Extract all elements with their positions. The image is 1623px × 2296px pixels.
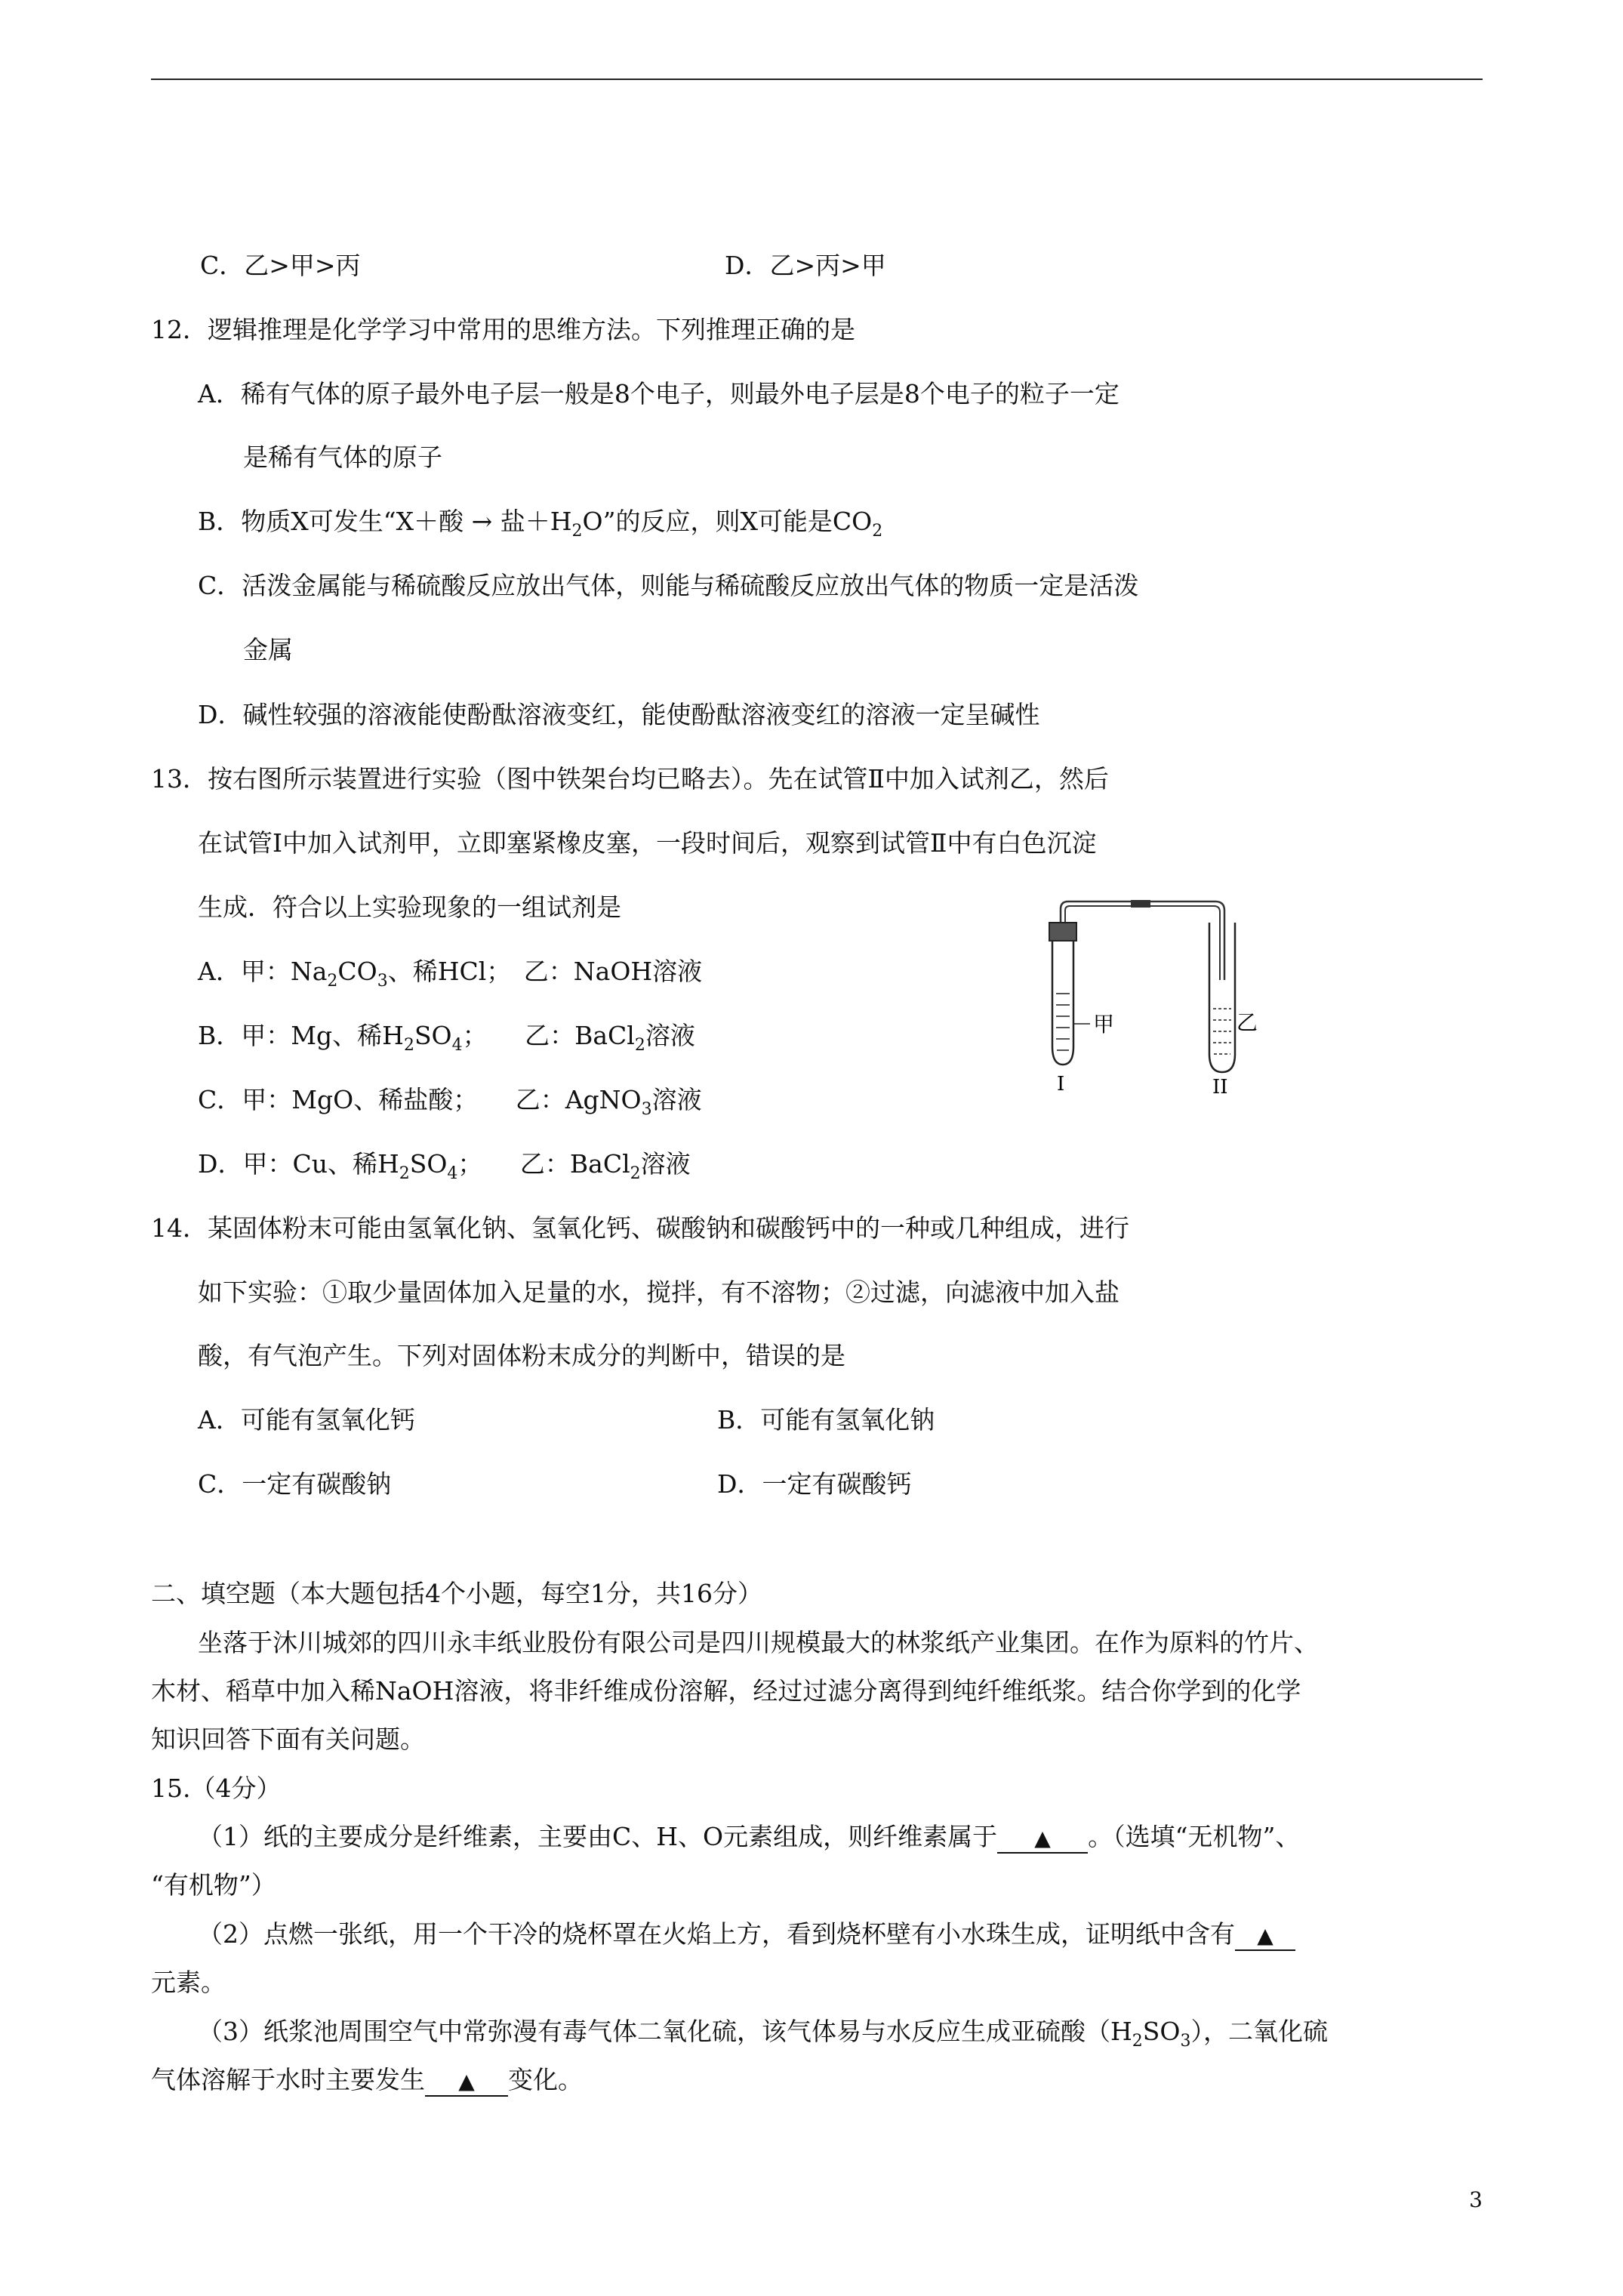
q15-part2-line2: 元素。 xyxy=(151,1968,226,1997)
q13-b-text1: B．甲：Mg、稀H xyxy=(198,1021,404,1050)
q11-option-c: C．乙>甲>丙 xyxy=(200,251,361,280)
connecting-tube xyxy=(1061,901,1224,980)
label-tube-2: II xyxy=(1212,1076,1228,1099)
q13-a-text2: CO xyxy=(337,957,377,986)
q13-d-sub1: 2 xyxy=(399,1164,410,1183)
q13-stem-line1: 13．按右图所示装置进行实验（图中铁架台均已略去）。先在试管Ⅱ中加入试剂乙，然后 xyxy=(151,764,1109,794)
q13-a-text1: A．甲：Na xyxy=(198,957,328,986)
q15-p3-text3: ），二氧化硫 xyxy=(1190,2017,1328,2046)
q13-c-text1: C．甲：MgO、稀盐酸； 乙：AgNO xyxy=(198,1085,642,1114)
q12-option-d: D．碱性较强的溶液能使酚酞溶液变红，能使酚酞溶液变红的溶液一定呈碱性 xyxy=(198,700,1040,729)
q13-option-b xyxy=(198,1021,695,1061)
q15-p3-text2: SO xyxy=(1142,2017,1181,2046)
q14-stem-line2: 如下实验：①取少量固体加入足量的水，搅拌，有不溶物；②过滤，向滤液中加入盐 xyxy=(198,1277,1119,1307)
q15-p1-text: （1）纸的主要成分是纤维素，主要由C、H、O元素组成，则纤维素属于 xyxy=(198,1822,998,1851)
test-tube-1 xyxy=(1052,941,1073,1065)
rubber-joint xyxy=(1131,900,1150,908)
q15-answer-blank-1[interactable]: ▲ xyxy=(997,1825,1088,1854)
q15-heading: 15.（4分） xyxy=(151,1774,282,1803)
q13-stem-line3: 生成．符合以上实验现象的一组试剂是 xyxy=(198,892,621,922)
q14-option-a: A．可能有氢氧化钙 xyxy=(198,1405,415,1435)
q13-a-sub1: 2 xyxy=(327,972,338,991)
q13-d-text1: D．甲：Cu、稀H xyxy=(198,1149,399,1179)
q12-option-a-line1: A．稀有气体的原子最外电子层一般是8个电子，则最外电子层是8个电子的粒子一定 xyxy=(198,379,1119,408)
q15-part1 xyxy=(198,1822,1300,1854)
q15-p3-sub1: 2 xyxy=(1132,2032,1143,2051)
label-jia: 甲 xyxy=(1093,1012,1115,1037)
q12-option-c-line2: 金属 xyxy=(243,635,293,664)
q15-part1-line2: “有机物”） xyxy=(151,1870,276,1900)
q12-b-sub2: 2 xyxy=(872,522,883,541)
q12-stem: 12．逻辑推理是化学学习中常用的思维方法。下列推理正确的是 xyxy=(151,315,855,344)
q13-d-text2: SO xyxy=(409,1149,448,1179)
q14-option-d: D．一定有碳酸钙 xyxy=(717,1469,912,1499)
label-yi: 乙 xyxy=(1236,1010,1258,1035)
section2-intro-line2: 木材、稻草中加入稀NaOH溶液，将非纤维成份溶解，经过过滤分离得到纯纤维纸浆。结合你学到的化学 xyxy=(151,1676,1301,1706)
test-tube-apparatus-figure xyxy=(1034,895,1258,1099)
q13-a-sub2: 3 xyxy=(377,972,388,991)
q13-d-text3: ； 乙：BaCl xyxy=(457,1149,630,1179)
q12-b-text2: O”的反应，则X可能是CO xyxy=(582,507,873,536)
q12-option-a-line2: 是稀有气体的原子 xyxy=(243,442,442,472)
q14-stem-line3: 酸，有气泡产生。下列对固体粉末成分的判断中，错误的是 xyxy=(198,1341,845,1370)
q13-b-sub1: 2 xyxy=(403,1036,414,1055)
q12-b-sub1: 2 xyxy=(571,522,583,541)
q15-p1-text-after: 。（选填“无机物”、 xyxy=(1088,1822,1301,1851)
connecting-tube-inner xyxy=(1065,906,1220,980)
q15-answer-blank-2[interactable]: ▲ xyxy=(1235,1922,1295,1951)
q12-b-text1: B．物质X可发生“X＋酸 → 盐＋H xyxy=(198,507,572,536)
page-number: 3 xyxy=(1469,2187,1483,2212)
q15-p3-sub2: 3 xyxy=(1180,2032,1191,2051)
q15-part2 xyxy=(198,1919,1295,1951)
section2-intro-line1: 坐落于沐川城郊的四川永丰纸业股份有限公司是四川规模最大的林浆纸产业集团。在作为原料的竹片、 xyxy=(198,1628,1319,1657)
q15-answer-blank-3[interactable]: ▲ xyxy=(425,2068,508,2097)
q13-stem-line2: 在试管Ⅰ中加入试剂甲，立即塞紧橡皮塞，一段时间后，观察到试管Ⅱ中有白色沉淀 xyxy=(198,828,1097,858)
reagent-yi-liquid xyxy=(1213,1009,1231,1054)
q12-option-b xyxy=(198,507,882,547)
q13-b-sub2: 4 xyxy=(451,1036,463,1055)
q13-b-text3: ； 乙：BaCl xyxy=(462,1021,635,1050)
header-rule xyxy=(151,79,1483,80)
q13-b-text4: 溶液 xyxy=(645,1021,695,1050)
q15-part3-line2 xyxy=(151,2065,583,2097)
section2-heading: 二、填空题（本大题包括4个小题，每空1分，共16分） xyxy=(151,1579,762,1608)
label-tube-1: I xyxy=(1057,1073,1065,1096)
q13-b-text2: SO xyxy=(414,1021,452,1050)
q13-option-a xyxy=(198,957,702,997)
q15-p3-text1: （3）纸浆池周围空气中常弥漫有毒气体二氧化硫，该气体易与水反应生成亚硫酸（H xyxy=(198,2017,1132,2046)
q15-p2-text: （2）点燃一张纸，用一个干冷的烧杯罩在火焰上方，看到烧杯壁有小水珠生成，证明纸中含有 xyxy=(198,1919,1235,1949)
q15-part3 xyxy=(198,2017,1328,2057)
q15-p3-line2-text-after: 变化。 xyxy=(508,2065,583,2094)
q13-d-sub3: 2 xyxy=(630,1164,641,1183)
q13-option-d xyxy=(198,1149,691,1189)
section2-intro-line3: 知识回答下面有关问题。 xyxy=(151,1724,425,1754)
q13-c-text2: 溶液 xyxy=(651,1085,702,1114)
q13-a-text3: 、稀HCl； 乙：NaOH溶液 xyxy=(387,957,703,986)
q14-option-c: C．一定有碳酸钠 xyxy=(198,1469,392,1499)
q13-b-sub3: 2 xyxy=(634,1036,645,1055)
q12-option-c-line1: C．活泼金属能与稀硫酸反应放出气体，则能与稀硫酸反应放出气体的物质一定是活泼 xyxy=(198,571,1139,600)
q13-d-text4: 溶液 xyxy=(640,1149,691,1179)
q14-stem-line1: 14．某固体粉末可能由氢氧化钠、氢氧化钙、碳酸钠和碳酸钙中的一种或几种组成，进行 xyxy=(151,1213,1129,1243)
rubber-stopper xyxy=(1049,923,1076,941)
q13-option-c xyxy=(198,1085,702,1125)
q13-c-sub1: 3 xyxy=(641,1100,652,1119)
q14-option-b: B．可能有氢氧化钠 xyxy=(717,1405,935,1435)
q11-option-d: D．乙>丙>甲 xyxy=(725,251,886,280)
test-tube-2 xyxy=(1209,923,1235,1072)
q15-p3-line2-text: 气体溶解于水时主要发生 xyxy=(151,2065,425,2094)
reagent-jia-liquid xyxy=(1056,994,1070,1050)
q13-d-sub2: 4 xyxy=(447,1164,458,1183)
